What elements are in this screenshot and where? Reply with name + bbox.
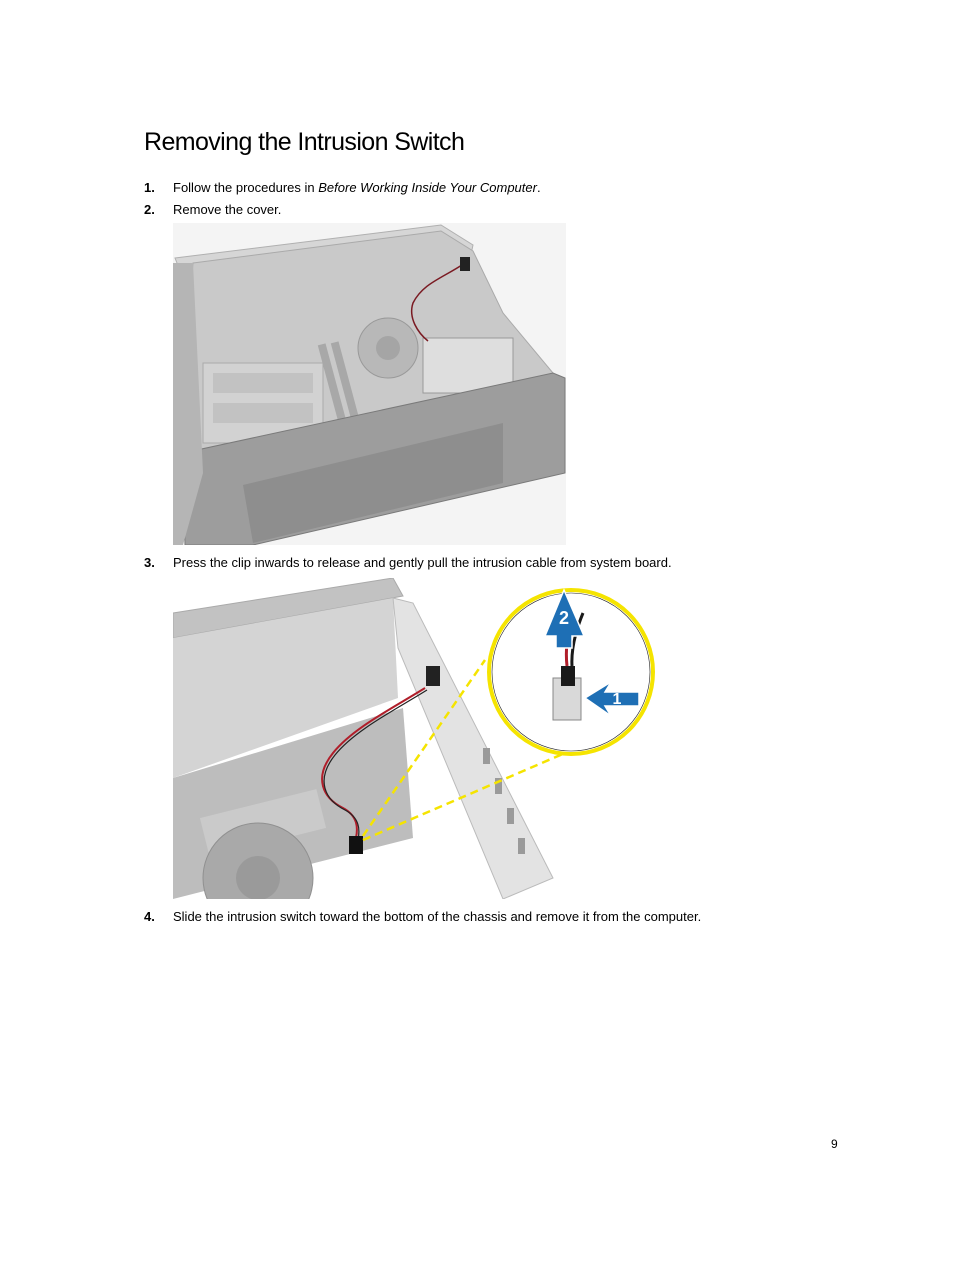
cross-reference-link[interactable]: Before Working Inside Your Computer [318, 180, 537, 195]
step-number: 3. [144, 555, 155, 570]
step-text [173, 180, 541, 196]
page-title: Removing the Intrusion Switch [144, 128, 465, 156]
step-text-before: Follow the procedures in [173, 180, 319, 195]
step-text: Press the clip inwards to release and gently pull the intrusion cable from system board. [173, 555, 672, 570]
step-number: 2. [144, 202, 155, 217]
intrusion-cable-figure [173, 578, 655, 899]
step-number: 1. [144, 180, 155, 195]
step-text: Slide the intrusion switch toward the bottom of the chassis and remove it from the computer. [173, 909, 702, 924]
callout-label-1: 1 [612, 691, 622, 708]
page-number: 9 [831, 1137, 838, 1151]
chassis-open-figure [173, 223, 566, 545]
step-text-after: . [536, 180, 541, 195]
step-text: Remove the cover. [173, 202, 282, 217]
step-number: 4. [144, 909, 155, 924]
callout-label-2: 2 [558, 608, 570, 628]
